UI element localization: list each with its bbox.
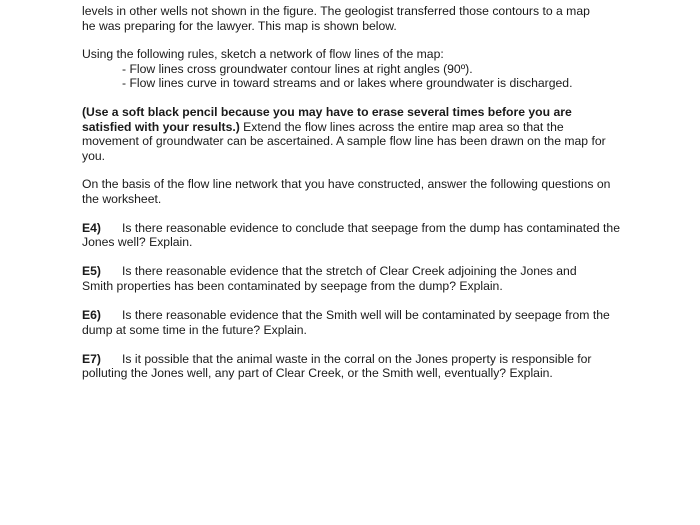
rule-right-angles: - Flow lines cross groundwater contour lines at right angles (90º). <box>122 61 473 76</box>
rules-paragraph <box>82 47 642 91</box>
question-text: Is there reasonable evidence that the stretch of Clear Creek adjoining the Jones and Smith properties has been contaminated by seepage from the dump? Explain. <box>82 264 577 293</box>
basis-text: On the basis of the flow line network that you have constructed, answer the following questions on the worksheet. <box>82 177 611 206</box>
question-text: Is there reasonable evidence to conclude that seepage from the dump has contaminated the Jones well? Explain. <box>82 220 620 250</box>
question-label: E5) <box>82 264 101 279</box>
pencil-paragraph <box>82 105 617 163</box>
intro-paragraph <box>82 4 642 33</box>
question-label: E6) <box>82 307 101 322</box>
question-text: Is there reasonable evidence that the Smith well will be contaminated by seepage from the dump at some time in the future? Explain. <box>82 307 610 337</box>
question-e4 <box>82 221 627 250</box>
question-e7 <box>82 352 627 381</box>
pencil-instructions <box>82 105 617 163</box>
pencil-note-bold: (Use a soft black pencil because you may have to erase several times before you are satisfied with your results.) <box>82 104 572 134</box>
basis-paragraph <box>82 177 617 206</box>
rules-lead: Using the following rules, sketch a network of flow lines of the map: <box>82 47 444 62</box>
pencil-note-rest: Extend the flow lines across the entire map area so that the movement of groundwater can be ascertained. A sample flow line has been drawn on the map for you. <box>82 119 606 163</box>
intro-line-2: he was preparing for the lawyer. This map is shown below. <box>82 18 397 33</box>
question-label: E7) <box>82 351 101 366</box>
question-e6 <box>82 308 617 337</box>
question-text: Is it possible that the animal waste in the corral on the Jones property is responsible for polluting the Jones well, any part of Clear Creek, or the Smith well, eventually? Explain. <box>82 351 592 381</box>
document-page <box>82 4 642 395</box>
question-e5 <box>82 264 602 293</box>
question-label: E4) <box>82 220 101 235</box>
intro-line-1: levels in other wells not shown in the figure. The geologist transferred those contours to a map <box>82 4 590 18</box>
rule-curve-toward-streams: - Flow lines curve in toward streams and or lakes where groundwater is discharged. <box>122 76 573 91</box>
